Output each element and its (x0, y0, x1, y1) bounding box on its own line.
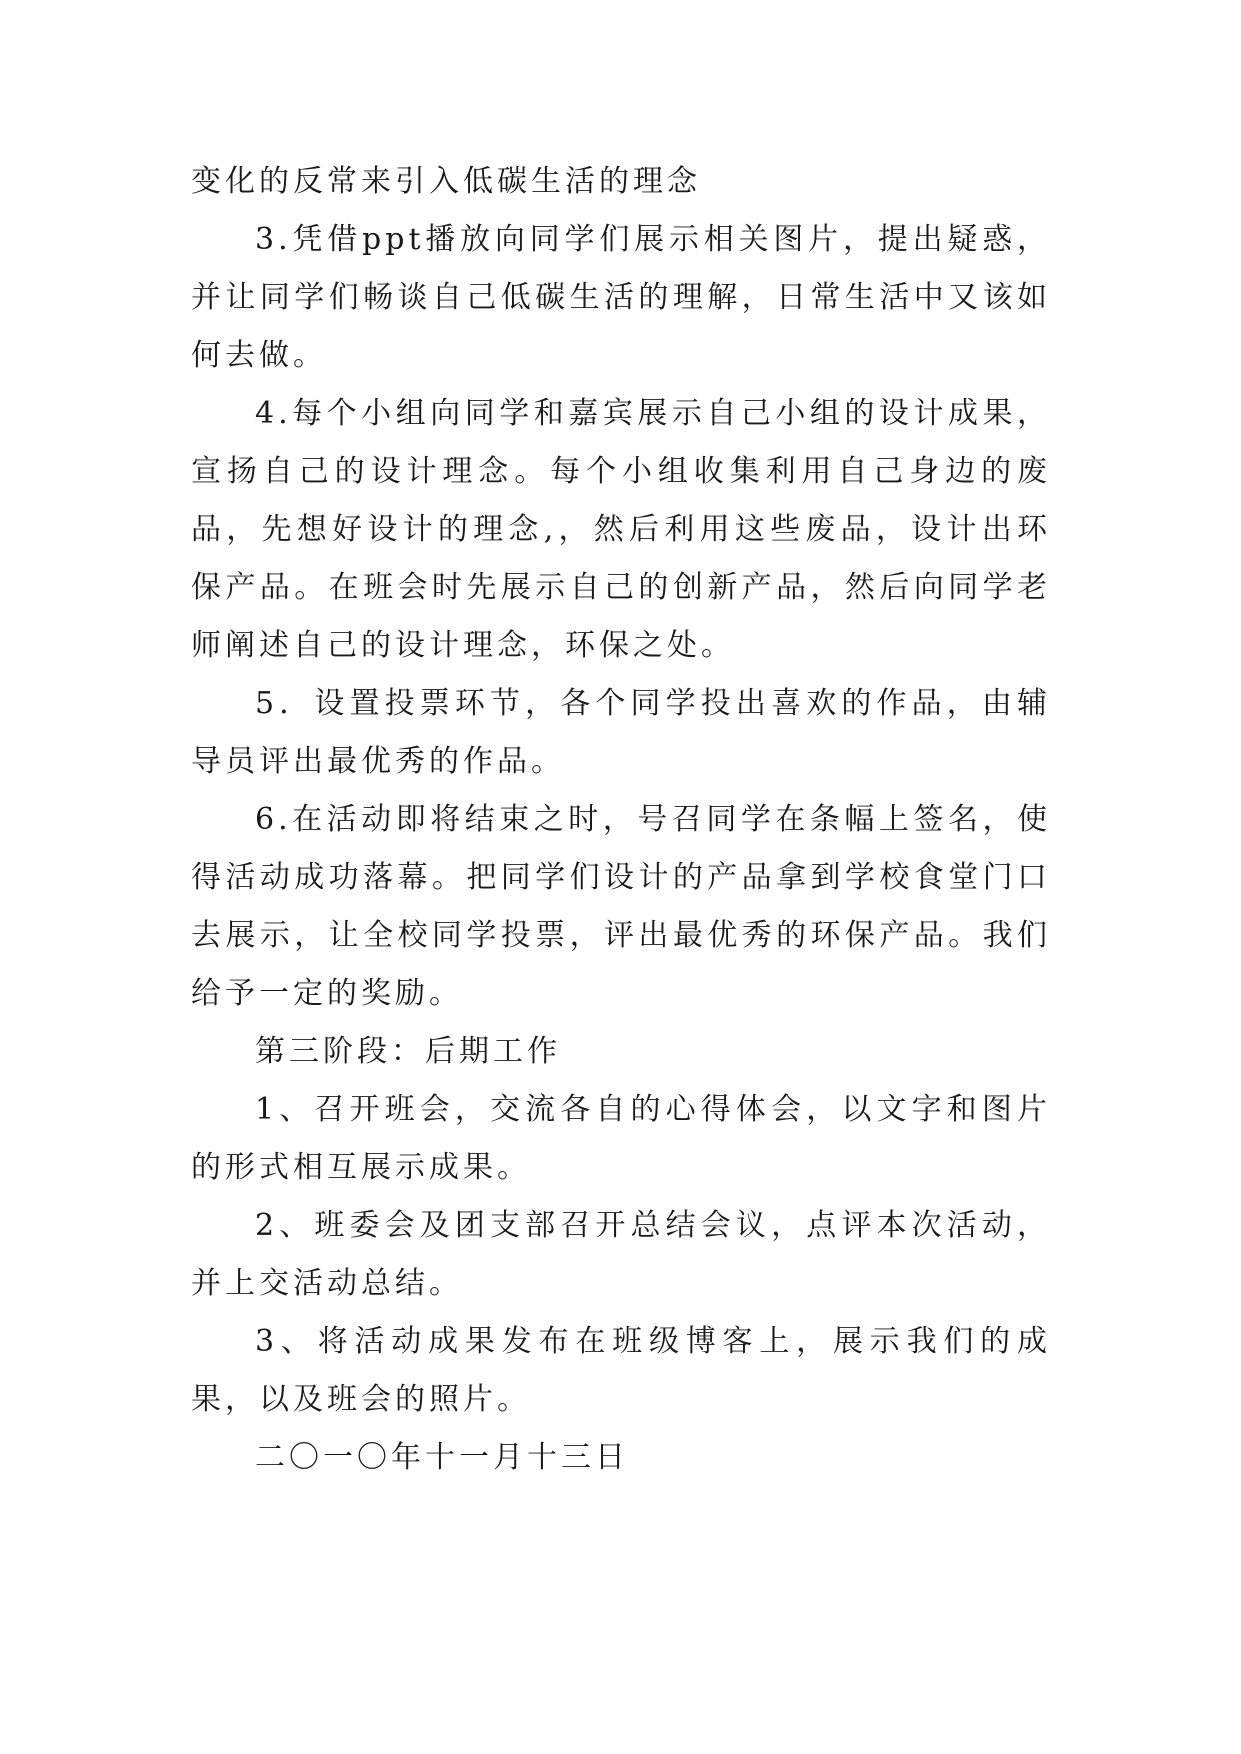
paragraph-phase3-item-3: 3、将活动成果发布在班级博客上，展示我们的成果，以及班会的照片。 (191, 1324, 1051, 1417)
paragraph-step-6: 6.在活动即将结束之时，号召同学在条幅上签名，使得活动成功落幕。把同学们设计的产品拿到学校食堂门口去展示，让全校同学投票，评出最优秀的环保产品。我们给予一定的奖励。 (191, 802, 1051, 1011)
section-heading-phase-3: 第三阶段：后期工作 (255, 1034, 561, 1069)
paragraph-step-5: 5．设置投票环节，各个同学投出喜欢的作品，由辅导员评出最优秀的作品。 (191, 686, 1051, 779)
paragraph-step-3: 3.凭借ppt播放向同学们展示相关图片，提出疑惑，并让同学们畅谈自己低碳生活的理解，日常生活中又该如何去做。 (191, 222, 1051, 373)
paragraph-phase3-item-1: 1、召开班会，交流各自的心得体会，以文字和图片的形式相互展示成果。 (191, 1092, 1051, 1185)
document-body (191, 153, 1051, 1487)
paragraph-intro-continuation: 变化的反常来引入低碳生活的理念 (191, 164, 701, 199)
paragraph-step-4: 4.每个小组向同学和嘉宾展示自己小组的设计成果，宣扬自己的设计理念。每个小组收集利用自己身边的废品，先想好设计的理念,，然后利用这些废品，设计出环保产品。在班会时先展示自己的创新产品，然后向同学老师阐述自己的设计理念，环保之处。 (191, 396, 1051, 663)
document-date: 二〇一〇年十一月十三日 (255, 1440, 629, 1475)
paragraph-phase3-item-2: 2、班委会及团支部召开总结会议，点评本次活动，并上交活动总结。 (191, 1208, 1051, 1301)
